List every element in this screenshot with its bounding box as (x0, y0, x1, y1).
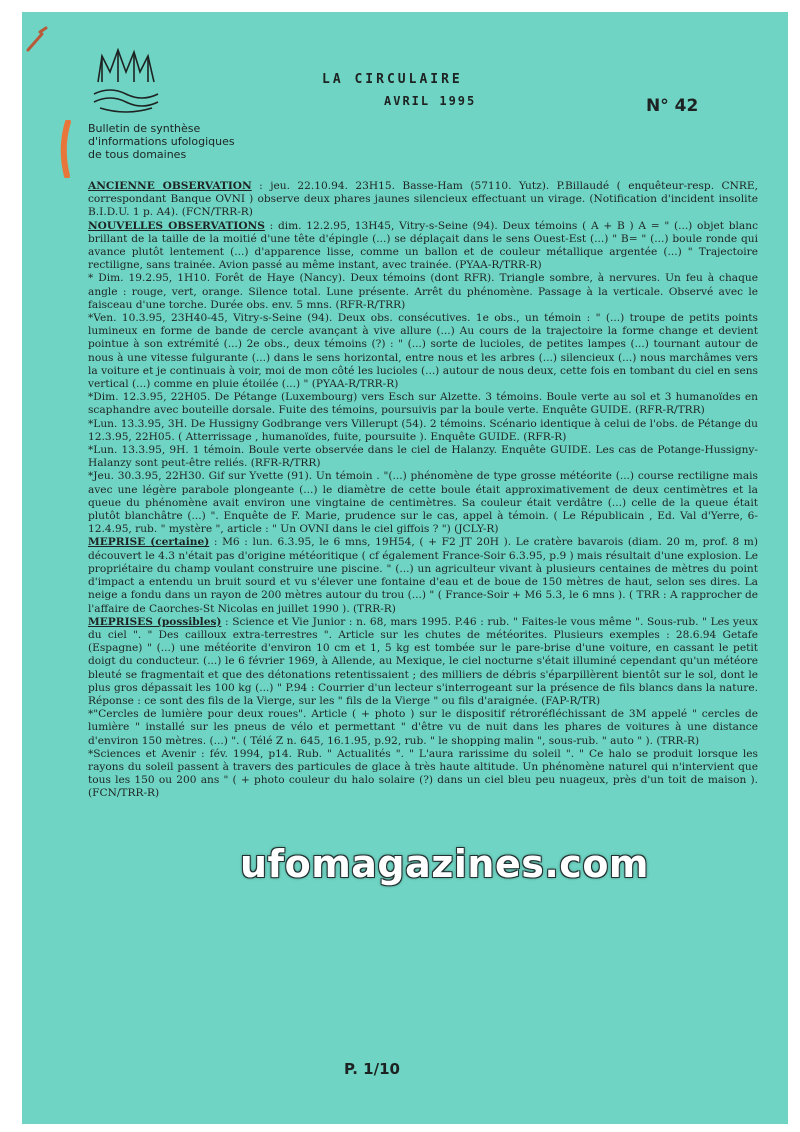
section-meprise-certaine (88, 536, 758, 615)
paragraph: *Dim. 12.3.95, 22H05. De Pétange (Luxembourg) vers Esch sur Alzette. 3 témoins. Boule verte au sol et 3 humanoïdes en scaphandre avec bouteille dorsale. Fuite des témoins, poursuivis par la boule verte. Enquête GUIDE. (RFR-R/TRR) (88, 391, 758, 417)
paragraph: *Ven. 10.3.95, 23H40-45, Vitry-s-Seine (94). Deux obs. consécutives. 1e obs., un témoin : " (...) troupe de petits points lumineux en forme de bande de cercle avançant à vive allure (...) Au cours de la trajectoire la forme change et devient pointue à son extrémité (...) 2e obs., deux témoins (?) : " (...) sorte de lucioles, de petites lampes (...) tournant autour de nous à une vitesse fulgurante (...) dans le sens horizontal, entre nous et les arbres (...) silencieux (...) nous marchâmes vers la voiture et je continuais à voir, moi de mon côté les lucioles (...) autour de nous deux, cette fois en tombant du ciel en sens vertical (...) comme en pluie étoilée (...) " (PYAA-R/TRR-R) (88, 312, 758, 391)
orange-highlight-mark (58, 120, 72, 178)
section-heading: NOUVELLES OBSERVATIONS (88, 219, 265, 232)
newsletter-subtitle (88, 122, 235, 161)
section-heading: ANCIENNE OBSERVATION (88, 180, 252, 192)
document-page (22, 12, 788, 1124)
issue-number: N° 42 (646, 96, 699, 116)
paragraph: *Lun. 13.3.95, 3H. De Hussigny Godbrange vers Villerupt (54). 2 témoins. Scénario identique à celui de l'obs. de Pétange du 12.3.95, 22H05. ( Atterrissage , humanoïdes, fuite, poursuite ). Enquête GUIDE. (RFR-R) (88, 417, 758, 443)
paragraph: : M6 : lun. 6.3.95, le 6 mns, 19H54, ( + F2 JT 20H ). Le cratère bavarois (diam. 20 m, prof. 8 m) découvert le 4.3 n'était pas d'origine météoritique ( cf également France-Soir 6.3.95, p.9 ) mais résultait d'une explosion. Le propriétaire du champ voulant construire une piscine. " (...) un agriculteur vivant à plusieurs centaines de mètres du point d'impact a entendu un bruit sourd et vu s'élever une fontaine d'eau et de boue de 150 mètres de haut, selon ses dires. La neige a fondu dans un rayon de 200 mètres autour du trou (...) " ( France-Soir + M6 5.3, le 6 mns ). ( TRR : A rapprocher de l'affaire de Caorches-St Nicolas en juillet 1990 ). (TRR-R) (88, 536, 759, 615)
paragraph: : jeu. 22.10.94. 23H15. Basse-Ham (57110. Yutz). P.Billaudé ( enquêteur-resp. CNRE, correspondant Banque OVNI ) observe deux phares jaunes silencieux effectuant un virage. (Notification d'incident insolite B.I.D.U. 1 p. A4). (FCN/TRR-R) (88, 180, 758, 219)
section-nouvelles-observations (88, 220, 758, 273)
issue-date: AVRIL 1995 (384, 94, 477, 108)
paragraph: *Jeu. 30.3.95, 22H30. Gif sur Yvette (91). Un témoin . "(...) phénomène de type grosse météorite (...) course rectiligne mais avec une légère parabole plongeante (...) le diamètre de cette boule était approximativement de deux centimètres et la queue du phénomène avait environ une vingtaine de centimètres. Sa couleur était verdâtre (...) celle de la queue était plutôt blanchâtre (...) ". Enquête de F. Marie, prudence sur le cas, appel à témoin. ( Le Républicain , Ed. Val d'Yerre, 6-12.4.95, rub. " mystère ", article : " Un OVNI dans le ciel giffois ? ") (JCLY-R) (88, 470, 758, 536)
section-meprises-possibles (88, 616, 758, 708)
paragraph: *"Cercles de lumière pour deux roues". Article ( + photo ) sur le dispositif rétroréfléchissant de 3M appelé " cercles de lumière " installé sur les pneus de vélo et permettant " d'être vu de nuit dans les phares de voitures à une distance d'environ 150 mètres. (...) ". ( Télé Z n. 645, 16.1.95, p.92, rub. " le shopping malin ", sous-rub. " auto " ). (TRR-R) (88, 708, 758, 747)
paragraph: * Dim. 19.2.95, 1H10. Forêt de Haye (Nancy). Deux témoins (dont RFR). Triangle sombre, à nervures. Un feu à chaque angle : rouge, vert, orange. Silence total. Lune présente. Arrêt du phénomène. Passage à la verticale. Observé avec le faisceau d'une torche. Durée obs. env. 5 mns. (RFR-R/TRR) (88, 272, 758, 311)
paragraph: *Sciences et Avenir : fév. 1994, p14. Rub. " Actualités ". " L'aura rarissime du soleil ". " Ce halo se produit lorsque les rayons du soleil passent à travers des particules de glace à très haute altitude. Un phénomène naturel qui n'intervient que tous les 150 ou 200 ans " ( + photo couleur du halo solaire (?) dans un ciel bleu peu nuageux, près d'un toit de maison ). (FCN/TRR-R) (88, 747, 758, 800)
section-heading: MEPRISES (possibles) (88, 615, 222, 628)
pen-mark-icon (22, 20, 62, 60)
section-ancienne-observation (88, 180, 758, 220)
section-heading: MEPRISE (certaine) (88, 536, 210, 549)
paragraph: : dim. 12.2.95, 13H45, Vitry-s-Seine (94). Deux témoins ( A + B ) A = " (...) objet blanc brillant de la taille de la moitié d'une tête d'épingle (...) se déplaçait dans le sens Ouest-Est (...) " B= " (...) boule ronde qui avance plutôt lentement (...) d'apparence lisse, comme un ballon et de couleur métallique argentée (...) " Trajectoire rectiligne, sans trainée. Avion passé au même instant, avec trainée. (PYAA-R/TRR-R) (88, 219, 759, 272)
subtitle-line: Bulletin de synthèse (88, 122, 201, 135)
subtitle-line: d'informations ufologiques (88, 135, 235, 148)
bulletin-body (88, 180, 758, 801)
page-number: P. 1/10 (344, 1060, 400, 1078)
paragraph: *Lun. 13.3.95, 9H. 1 témoin. Boule verte observée dans le ciel de Halanzy. Enquête GUIDE. Les cas de Potange-Hussigny-Halanzy sont peut-être reliés. (RFR-R/TRR) (88, 444, 758, 470)
subtitle-line: de tous domaines (88, 148, 187, 161)
newsletter-title: LA CIRCULAIRE (322, 72, 463, 87)
paragraph: : Science et Vie Junior : n. 68, mars 1995. P.46 : rub. " Faites-le vous même ". Sous-rub. " Les yeux du ciel ". " Des cailloux extra-terrestres ". Article sur les chutes de météorites. Plusieurs exemples : 28.6.94 Getafe (Espagne) " (...) une météorite d'environ 10 cm et 1, 5 kg est tombée sur le pare-brise d'une voiture, en cassant le petit doigt du conducteur. (...) le 6 février 1969, à Allende, au Mexique, le ciel nocturne s'était illuminé cependant qu'un météore bleuté se fragmentait et que des détonations retentissaient ; des milliers de débris s'éparpillèrent bientôt sur le sol, dont le plus gros dépassait les 100 kg (...) " P.94 : Courrier d'un lecteur s'interrogeant sur la présence de fils blancs dans la nature. Réponse : ce sont des fils de la Vierge, sur les " fils de la Vierge " ou fils d'araignée. (FAP-R/TR) (88, 615, 758, 707)
circulaire-logo-icon (90, 42, 170, 122)
site-watermark: ufomagazines.com (240, 842, 650, 886)
